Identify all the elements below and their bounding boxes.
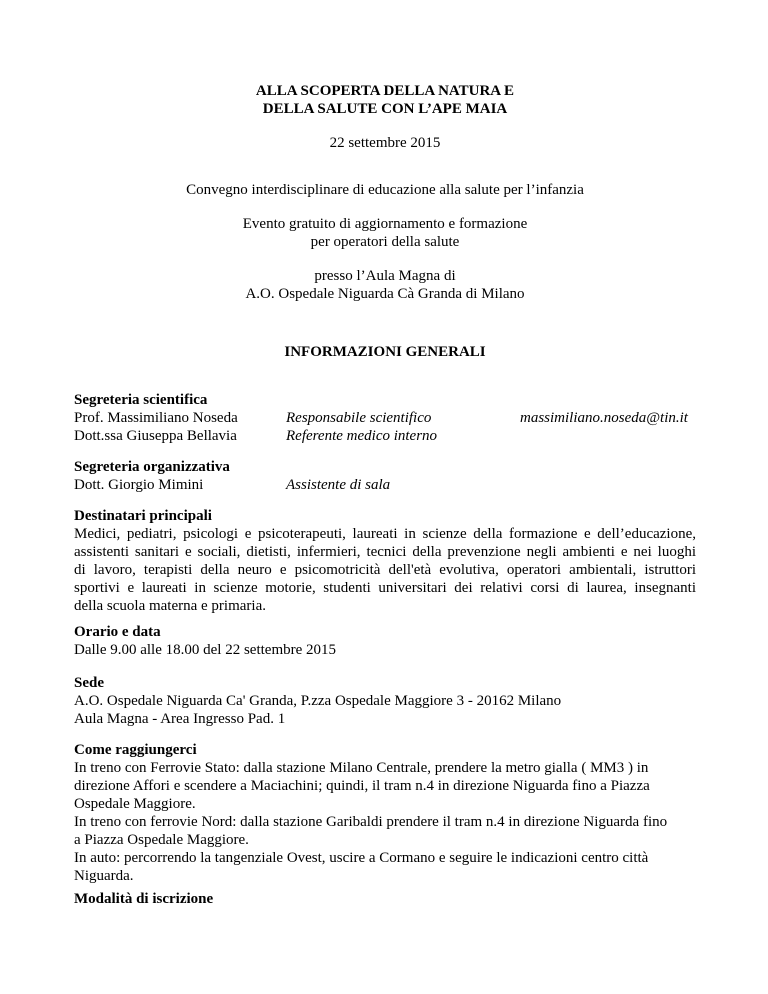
person-role: Assistente di sala (286, 477, 391, 493)
directions-line: In treno con ferrovie Nord: dalla stazione Garibaldi prendere il tram n.4 in direzione Niguarda fino (74, 814, 668, 830)
directions-line: Niguarda. (74, 868, 134, 884)
directions-line: In treno con Ferrovie Stato: dalla stazione Milano Centrale, prendere la metro gialla ( MM3 ) in (74, 760, 649, 776)
person-name: Dott. Giorgio Mimini (74, 477, 204, 493)
schedule-text: Dalle 9.00 alle 18.00 del 22 settembre 2015 (74, 642, 337, 658)
event-description-line-1: Evento gratuito di aggiornamento e formazione (242, 216, 528, 232)
person-email: massimiliano.noseda@tin.it (520, 410, 688, 426)
directions-line: Ospedale Maggiore. (74, 796, 196, 812)
general-info-heading: INFORMAZIONI GENERALI (284, 344, 486, 360)
venue-line-2: A.O. Ospedale Niguarda Cà Granda di Milano (245, 286, 525, 302)
person-name: Prof. Massimiliano Noseda (74, 410, 238, 426)
location-line-1: A.O. Ospedale Niguarda Ca' Granda, P.zza Ospedale Maggiore 3 - 20162 Milano (74, 693, 562, 709)
schedule-heading: Orario e data (74, 624, 161, 640)
directions-heading: Come raggiungerci (74, 742, 197, 758)
scientific-secretariat-heading: Segreteria scientifica (74, 392, 208, 408)
recipients-line: assistenti sanitari e sociali, dietisti, infermieri, tecnici della prevenzione negli ambienti e nei luoghi (74, 544, 696, 560)
recipients-line: della scuola materna e primaria. (74, 598, 266, 614)
directions-paragraph (74, 759, 696, 885)
person-role: Referente medico interno (286, 428, 438, 444)
location-heading: Sede (74, 675, 104, 691)
scientific-person-row (74, 409, 696, 427)
person-role: Responsabile scientifico (286, 410, 432, 426)
event-subtitle: Convegno interdisciplinare di educazione alla salute per l’infanzia (186, 182, 584, 198)
recipients-line: sportivi e laureati in scienze motorie, studenti universitari dei relativi corsi di laurea, insegnanti (74, 580, 696, 596)
event-date: 22 settembre 2015 (329, 135, 441, 151)
registration-heading: Modalità di iscrizione (74, 891, 214, 907)
directions-line: direzione Affori e scendere a Maciachini; quindi, il tram n.4 in direzione Niguarda fino a Piazza (74, 778, 650, 794)
title-line-2: DELLA SALUTE CON L’APE MAIA (262, 101, 508, 117)
organizing-secretariat-heading: Segreteria organizzativa (74, 459, 230, 475)
recipients-paragraph (74, 525, 696, 615)
title-line-1: ALLA SCOPERTA DELLA NATURA E (255, 83, 515, 99)
recipients-line: Medici, pediatri, psicologi e psicoterapeuti, laureati in scienze della formazione e dell’educazione, (74, 526, 696, 542)
recipients-heading: Destinatari principali (74, 508, 212, 524)
event-description-line-2: per operatori della salute (310, 234, 460, 250)
person-name: Dott.ssa Giuseppa Bellavia (74, 428, 237, 444)
directions-line: a Piazza Ospedale Maggiore. (74, 832, 249, 848)
organizing-person-row (74, 476, 696, 494)
venue-line-1: presso l’Aula Magna di (314, 268, 456, 284)
recipients-line: di lavoro, terapisti della neuro e psicomotricità dell'età evolutiva, operatori ambientali, istruttori (74, 562, 696, 578)
location-line-2: Aula Magna - Area Ingresso Pad. 1 (74, 711, 286, 727)
directions-line: In auto: percorrendo la tangenziale Ovest, uscire a Cormano e seguire le indicazioni centro città (74, 850, 649, 866)
scientific-person-row (74, 427, 696, 445)
